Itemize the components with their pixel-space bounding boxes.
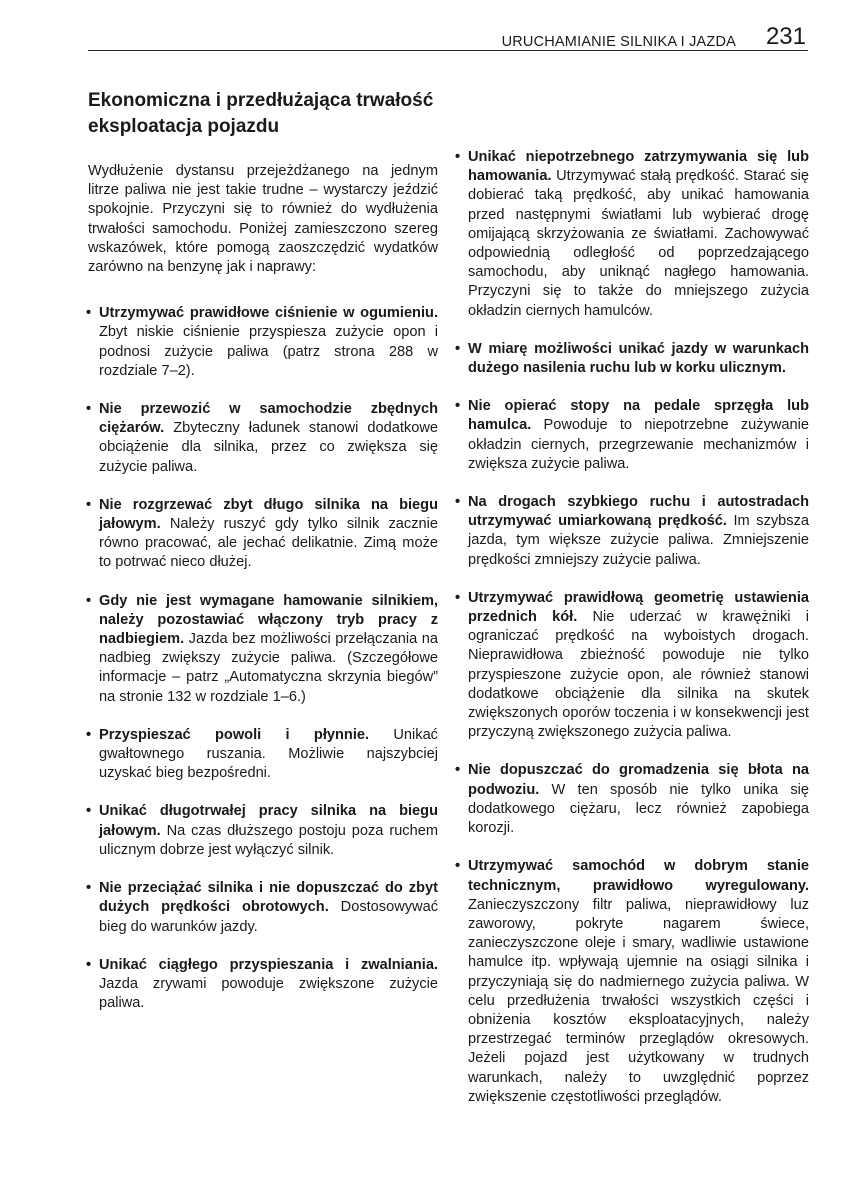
tip-item bbox=[457, 493, 809, 570]
tip-body: Zbyteczny ładunek stanowi dodatkowe obciążenie dla silnika, przez co zwiększa się zużycie paliwa. bbox=[99, 420, 438, 475]
bullet-icon: • bbox=[86, 305, 92, 322]
bullet-icon: • bbox=[455, 398, 461, 415]
tip-body: Jazda zrywami powoduje zwiększone zużycie paliwa. bbox=[99, 975, 438, 1012]
bullet-icon: • bbox=[86, 726, 92, 743]
running-header-title: URUCHAMIANIE SILNIKA I JAZDA bbox=[501, 34, 736, 50]
tip-lead: Nie dopuszczać do gromadzenia się błota na podwoziu. bbox=[468, 762, 809, 798]
tip-item bbox=[457, 761, 809, 838]
tip-item bbox=[457, 340, 809, 378]
tip-body: Jazda bez możliwości przełączania na nadbieg zwiększy zużycie paliwa. (Szczegółowe informacje – patrz „Automatyczna skrzynia biegów” na stronie 132 w rozdziale 1–6.) bbox=[99, 631, 438, 705]
right-column bbox=[457, 148, 809, 1126]
tip-lead: Gdy nie jest wymagane hamowanie silnikiem, należy pozostawiać włączony tryb pracy z nadbiegiem. bbox=[99, 592, 438, 648]
tip-item bbox=[88, 400, 438, 477]
tip-item bbox=[88, 956, 438, 1014]
tip-body: Im szybsza jazda, tym większe zużycie paliwa. Zmniejszenie prędkości zmniejszy zużycie paliwa. bbox=[468, 513, 809, 568]
bullet-icon: • bbox=[455, 494, 461, 511]
intro-paragraph: Wydłużenie dystansu przejeżdżanego na jednym litrze paliwa nie jest takie trudne – wystarczy jeździć spokojnie. Przyczyni się to również do wydłużenia trwałości samochodu. Poniżej zamieszczono szereg wskazówek, które pomogą zaoszczędzić wydatków zarówno na benzynę jak i naprawy: bbox=[88, 163, 438, 276]
tip-item bbox=[88, 802, 438, 860]
tip-body: Na czas dłuższego postoju poza ruchem ulicznym dobrze jest wyłączyć silnik. bbox=[99, 822, 438, 858]
left-column bbox=[88, 88, 438, 1032]
bullet-icon: • bbox=[455, 589, 461, 606]
bullet-icon: • bbox=[86, 956, 92, 973]
tip-item bbox=[88, 726, 438, 784]
section-title: Ekonomiczna i przedłużająca trwałość eksploatacja pojazdu bbox=[88, 90, 434, 137]
tip-item bbox=[457, 148, 809, 321]
tip-item bbox=[457, 589, 809, 743]
tip-lead: Unikać ciągłego przyspieszania i zwalniania. bbox=[99, 956, 438, 973]
tip-item bbox=[457, 857, 809, 1107]
tip-body: Nie uderzać w krawężniki i ograniczać prędkość na wyboistych drogach. Nieprawidłowa zbieżność powoduje nie tylko przyspieszone zużycie opon, ale również stanowi dodatkowe obciążenie dla silnika na skutek zwiększonych oporów toczenia i w konsekwencji jest przyczyną zwiększonego zużycia paliwa. bbox=[468, 609, 809, 741]
tip-body: Utrzymywać stałą prędkość. Starać się dobierać taką prędkość, aby unikać hamowania przed następnymi światłami lub wybierać drogę omijającą skrzyżowania ze światłami. Zachowywać odpowiednią odległość od poprzedzającego samochodu, aby uniknąć nagłego hamowania. Przyczyni się to także do mniejszego zużycia okładzin ciernych hamulców. bbox=[468, 168, 809, 319]
page-number: 231 bbox=[765, 23, 806, 50]
tip-lead: Nie przeciążać silnika i nie dopuszczać do zbyt dużych prędkości obrotowych. bbox=[99, 880, 438, 916]
tip-item bbox=[88, 879, 438, 937]
tip-lead: Na drogach szybkiego ruchu i autostradach utrzymywać umiarkowaną prędkość. bbox=[468, 494, 809, 530]
bullet-icon: • bbox=[455, 858, 461, 875]
tip-lead: Nie rozgrzewać zbyt długo silnika na biegu jałowym. bbox=[99, 496, 438, 533]
bullet-icon: • bbox=[86, 496, 92, 513]
tip-item bbox=[457, 397, 809, 474]
tip-item bbox=[88, 496, 438, 573]
tip-body: Zanieczyszczony filtr paliwa, nieprawidłowy luz zaworowy, pokryte nagarem świece, zanieczyszczone oleje i smary, wadliwie ustawione hamulce itp. wpływają ujemnie na osiągi silnika i przyczyniają się do nadmiernego zużycia paliwa. W celu przedłużenia trwałości wszystkich części i obniżenia kosztów eksploatacyjnych, należy przestrzegać terminów przeglądów okresowych. Jeżeli pojazd jest użytkowany w trudnych warunkach, należy to uwzględnić poprzez zwiększenie częstotliwości przeglądów. bbox=[468, 896, 809, 1105]
tip-item bbox=[88, 304, 438, 381]
tip-body: Dostosowywać bieg do warunków jazdy. bbox=[99, 899, 438, 935]
tip-lead: Nie przewozić w samochodzie zbędnych ciężarów. bbox=[99, 401, 438, 437]
page-header bbox=[88, 22, 808, 52]
tip-lead: W miarę możliwości unikać jazdy w warunkach dużego nasilenia ruchu lub w korku ulicznym. bbox=[468, 340, 809, 377]
header-rule bbox=[88, 50, 808, 51]
tip-item bbox=[88, 592, 438, 707]
bullet-icon: • bbox=[455, 340, 461, 357]
tip-lead: Unikać niepotrzebnego zatrzymywania się lub hamowania. bbox=[468, 149, 809, 185]
tip-lead: Unikać długotrwałej pracy silnika na biegu jałowym. bbox=[99, 803, 438, 839]
tip-body: Unikać gwałtownego ruszania. Możliwie najszybciej uzyskać bieg bezpośredni. bbox=[99, 726, 438, 782]
tip-lead: Przyspieszać powoli i płynnie. bbox=[99, 726, 370, 743]
bullet-icon: • bbox=[86, 880, 92, 897]
left-tips-list bbox=[88, 304, 438, 1013]
bullet-icon: • bbox=[86, 803, 92, 820]
tip-lead: Utrzymywać samochód w dobrym stanie technicznym, prawidłowo wyregulowany. bbox=[468, 858, 809, 894]
bullet-icon: • bbox=[455, 149, 461, 165]
tip-lead: Nie opierać stopy na pedale sprzęgła lub hamulca. bbox=[468, 398, 809, 434]
tip-body: Powoduje to niepotrzebne zużywanie okładzin ciernych, przegrzewanie mechanizmów i zwiększa zużycie paliwa. bbox=[468, 417, 809, 472]
tip-body: Zbyt niskie ciśnienie przyspiesza zużycie opon i podnosi zużycie paliwa (patrz strona 288 w rozdziale 7–2). bbox=[99, 324, 438, 379]
bullet-icon: • bbox=[86, 592, 92, 609]
bullet-icon: • bbox=[86, 401, 92, 418]
tip-lead: Utrzymywać prawidłową geometrię ustawienia przednich kół. bbox=[468, 589, 809, 626]
tip-body: W ten sposób nie tylko unika się dodatkowego ciężaru, lecz również zapobiega korozji. bbox=[468, 781, 809, 837]
tip-lead: Utrzymywać prawidłowe ciśnienie w ogumieniu. bbox=[99, 305, 438, 322]
right-tips-list bbox=[457, 148, 809, 1107]
bullet-icon: • bbox=[455, 762, 461, 779]
tip-body: Należy ruszyć gdy tylko silnik zacznie równo pracować, ale jechać delikatnie. Zimą może to potrwać nieco dłużej. bbox=[99, 516, 438, 571]
